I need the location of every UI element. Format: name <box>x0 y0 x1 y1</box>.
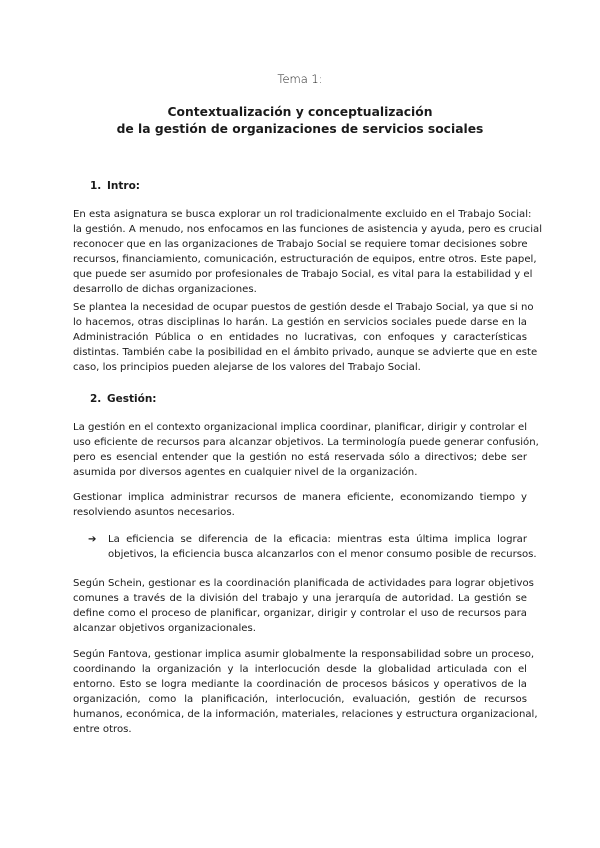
paragraph-intro-2 <box>73 301 538 376</box>
text-line: Gestionar implica administrar recursos de manera eficiente, economizando tiempo y <box>73 492 527 503</box>
title-line-1: Contextualización y conceptualización <box>167 105 433 119</box>
bullet-text <box>108 533 537 563</box>
text-line: entorno. Esto se logra mediante la coordinación de procesos básicos y operativos de la <box>73 678 527 690</box>
text-line: Según Schein, gestionar es la coordinación planificada de actividades para lograr objetivos <box>73 578 534 589</box>
paragraph-schein <box>73 577 534 637</box>
paragraph-intro-1 <box>73 208 543 297</box>
section-label: Gestión: <box>107 393 157 405</box>
text-line: comunes a través de la división del trabajo y una jerarquía de autoridad. La gestión se <box>73 592 527 604</box>
text-line: desarrollo de dichas organizaciones. <box>73 283 257 295</box>
text-line: Administración Pública o en entidades no lucrativas, con enfoques y características <box>73 331 527 343</box>
text-line: lo hacemos, otras disciplinas lo harán. La gestión en servicios sociales puede darse en la <box>73 316 527 328</box>
text-line: organización, como la planificación, interlocución, evaluación, gestión de recursos <box>73 693 527 705</box>
text-line: uso eficiente de recursos para alcanzar objetivos. La terminología puede generar confusión, <box>73 436 539 448</box>
text-line: coordinando la organización y la interlocución desde la globalidad articulada con el <box>73 663 527 675</box>
section-heading-intro <box>90 180 140 192</box>
topic-label: Tema 1: <box>277 72 323 86</box>
text-line: recursos, financiamiento, comunicación, estructuración de equipos, entre otros. Este papel, <box>73 253 537 265</box>
text-line: alcanzar objetivos organizacionales. <box>73 622 256 634</box>
title-line-2: de la gestión de organizaciones de servicios sociales <box>116 122 484 136</box>
text-line: caso, los principios pueden alejarse de los valores del Trabajo Social. <box>73 361 421 373</box>
section-number: 2. <box>90 393 102 405</box>
paragraph-gestion-2 <box>73 491 527 521</box>
text-line: Se plantea la necesidad de ocupar puestos de gestión desde el Trabajo Social, ya que si no <box>73 302 534 313</box>
text-line: En esta asignatura se busca explorar un rol tradicionalmente excluido en el Trabajo Social: <box>73 209 532 220</box>
text-line: La gestión en el contexto organizacional implica coordinar, planificar, dirigir y controlar el <box>73 422 528 433</box>
text-line: distintas. También cabe la posibilidad en el ámbito privado, aunque se advierte que en este <box>73 346 538 358</box>
document-title <box>0 104 600 138</box>
text-line: que puede ser asumido por profesionales de Trabajo Social, es vital para la estabilidad y el <box>73 268 533 280</box>
paragraph-fantova <box>73 648 538 737</box>
section-number: 1. <box>90 180 102 192</box>
text-line: humanos, económica, de la información, materiales, relaciones y estructura organizacional, <box>73 708 538 720</box>
text-line: Según Fantova, gestionar implica asumir globalmente la responsabilidad sobre un proceso, <box>73 649 535 660</box>
text-line: resolviendo asuntos necesarios. <box>73 506 235 518</box>
section-label: Intro: <box>107 180 140 192</box>
text-line: pero es esencial entender que la gestión no está reservada sólo a directivos; debe ser <box>73 451 527 463</box>
paragraph-gestion-1 <box>73 421 539 481</box>
section-heading-gestion <box>90 393 157 405</box>
text-line: objetivos, la eficiencia busca alcanzarlos con el menor consumo posible de recursos. <box>108 548 537 560</box>
text-line: define como el proceso de planificar, organizar, dirigir y controlar el uso de recursos para <box>73 607 527 619</box>
text-line: La eficiencia se diferencia de la eficacia: mientras esta última implica lograr <box>108 534 527 545</box>
text-line: asumida por diversos agentes en cualquier nivel de la organización. <box>73 466 418 478</box>
text-line: la gestión. A menudo, nos enfocamos en las funciones de asistencia y ayuda, pero es crucial <box>73 223 543 235</box>
arrow-bullet-icon: ➔ <box>88 534 97 545</box>
text-line: entre otros. <box>73 723 132 735</box>
text-line: reconocer que en las organizaciones de Trabajo Social se requiere tomar decisiones sobre <box>73 238 528 250</box>
